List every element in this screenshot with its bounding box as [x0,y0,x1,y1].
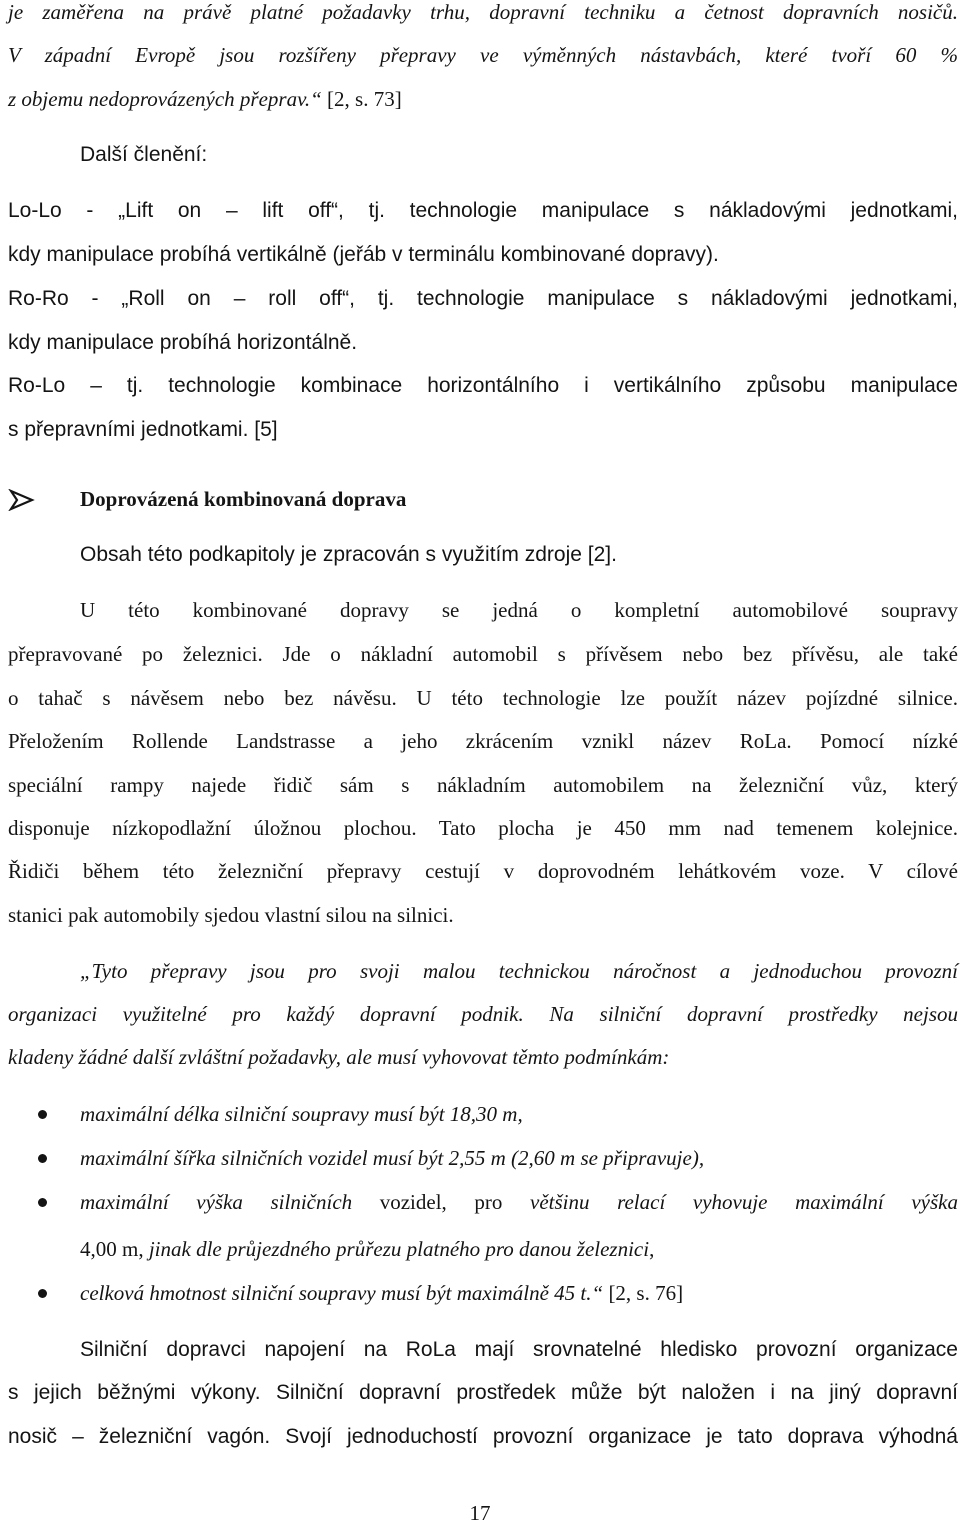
text-line: stanici pak automobily sjedou vlastní silou na silnici. [8,903,454,927]
arrowhead-bullet-icon [8,489,38,511]
page-number: 17 [469,1501,491,1525]
list-item-text: vozidel, pro [352,1190,530,1214]
quote-line: organizaci využitelné pro každý dopravní podnik. Na silniční dopravní prostředky nejsou [8,1002,958,1026]
bullet-dot-icon [38,1198,47,1207]
list-item: maximální délka silniční soupravy musí být 18,30 m, [80,1102,523,1126]
list-item-text: maximální výška silničních [80,1190,353,1214]
text-line: Přeložením Rollende Landstrasse a jeho zkrácením vznikl název RoLa. Pomocí nízké [8,729,958,753]
citation: [2, s. 76] [603,1281,684,1305]
source-note: Obsah této podkapitoly je zpracován s využitím zdroje [2]. [80,543,617,566]
list-item-continuation [80,1236,958,1262]
section-heading: Doprovázená kombinovaná doprava [80,487,407,511]
text-line: kdy manipulace probíhá horizontálně. [8,331,358,354]
text-line: kdy manipulace probíhá vertikálně (jeřáb v terminálu kombinované dopravy). [8,243,719,266]
list-item [80,1189,958,1215]
text-line: Lo-Lo - „Lift on – lift off“, tj. technologie manipulace s nákladovými jednotkami, [8,199,958,222]
text-line: U této kombinované dopravy se jedná o kompletní automobilové soupravy [80,598,958,622]
text-line [8,86,958,112]
text-line: Řidiči během této železniční přepravy cestují v doprovodném lehátkovém voze. V cílové [8,859,958,883]
text-line: je zaměřena na právě platné požadavky trhu, dopravní techniku a četnost dopravních nosičů. [8,0,958,24]
quote-line: „Tyto přepravy jsou pro svoji malou technickou náročnost a jednoduchou provozní [80,959,958,983]
bullet-dot-icon [38,1289,47,1298]
text-line: speciální rampy najede řidič sám s nákladním automobilem na železniční vůz, který [8,773,958,797]
text-line: V západní Evropě jsou rozšířeny přepravy ve výměnných nástavbách, které tvoří 60 % [8,43,958,67]
list-item-text: 4,00 m, [80,1237,149,1261]
list-item-text: , [649,1237,655,1261]
quote-text: z objemu nedoprovázených přeprav.“ [8,87,322,111]
text-line: nosič – železniční vagón. Svojí jednoduchostí provozní organizace je tato doprava výhodná [8,1425,958,1448]
quote-line: kladeny žádné další zvláštní požadavky, ale musí vyhovovat těmto podmínkám: [8,1045,670,1069]
text-line: disponuje nízkopodlažní úložnou plochou. Tato plocha je 450 mm nad temenem kolejnice. [8,816,958,840]
bullet-dot-icon [38,1110,47,1119]
list-item: maximální šířka silničních vozidel musí být 2,55 m (2,60 m se připravuje), [80,1146,705,1170]
list-item-text: jinak dle průjezdného průřezu platného pro danou železnici [148,1237,650,1261]
citation: [2, s. 73] [321,87,402,111]
text-line: Ro-Lo – tj. technologie kombinace horizontálního i vertikálního způsobu manipulace [8,374,958,397]
text-line: o tahač s návěsem nebo bez návěsu. U této technologie lze použít název pojízdné silnice. [8,686,958,710]
list-item [80,1280,958,1306]
text-line: přepravované po železnici. Jde o nákladní automobil s přívěsem nebo bez přívěsu, ale také [8,642,958,666]
text-line: s jejich běžnými výkony. Silniční dopravní prostředek může být naložen i na jiný dopravní [8,1381,958,1404]
list-item-text: většinu relací vyhovuje maximální výška [530,1190,958,1214]
subheading-text: Další členění: [80,143,208,166]
text-line: s přepravními jednotkami. [5] [8,418,278,441]
list-item-text: celková hmotnost silniční soupravy musí být maximálně 45 t.“ [80,1281,604,1305]
text-line: Silniční dopravci napojení na RoLa mají srovnatelné hledisko provozní organizace [80,1338,958,1361]
text-line: Ro-Ro - „Roll on – roll off“, tj. technologie manipulace s nákladovými jednotkami, [8,287,958,310]
bullet-dot-icon [38,1154,47,1163]
